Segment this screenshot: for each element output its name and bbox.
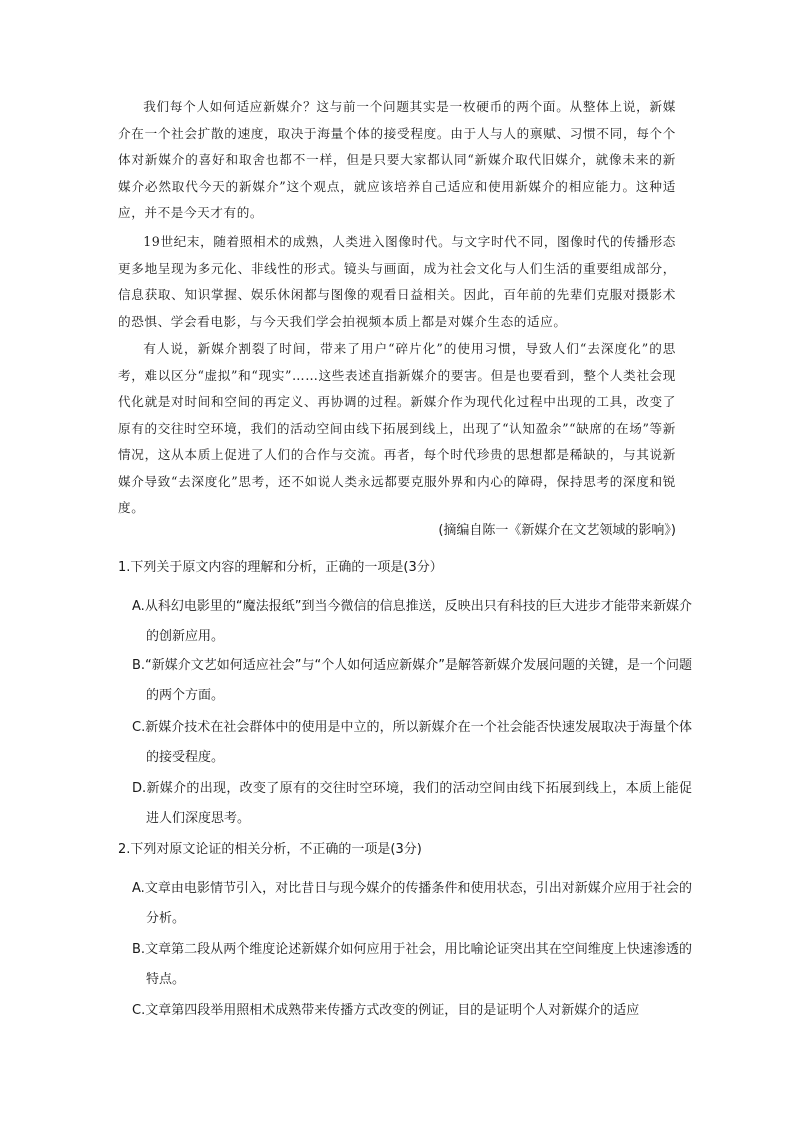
answer-option: D.新媒介的出现，改变了原有的交往时空环境，我们的活动空间由线下拓展到线上，本质上能促进人们深度思考。: [132, 781, 692, 826]
answer-option: C.文章第四段举用照相术成熟带来传播方式改变的例证，目的是证明个人对新媒介的适应: [132, 1003, 640, 1018]
answer-option: B.文章第二段从两个维度论述新媒介如何应用于社会，用比喻论证突出其在空间维度上快速渗透的特点。: [132, 942, 692, 987]
passage-paragraph: 有人说，新媒介割裂了时间，带来了用户“碎片化”的使用习惯，导致人们“去深度化”的思考，难以区分“虚拟”和“现实”……这些表述直指新媒介的要害。但是也要看到，整个人类社会现代化就是对时间和空间的再定义、再协调的过程。新媒介作为现代化过程中出现的工具，改变了原有的交往时空环境，我们的活动空间由线下拓展到线上，出现了“认知盈余”“缺席的在场”等新情况，这从本质上促进了人们的合作与交流。再者，每个时代珍贵的思想都是稀缺的，与其说新媒介导致“去深度化”思考，还不如说人类永远都要克服外界和内心的障碍，保持思考的深度和锐度。: [118, 341, 676, 515]
passage-paragraph: 19世纪末，随着照相术的成熟，人类进入图像时代。与文字时代不同，图像时代的传播形态更多地呈现为多元化、非线性的形式。镜头与画面，成为社会文化与人们生活的重要组成部分，信息获取、知识掌握、娱乐休闲都与图像的观看日益相关。因此，百年前的先辈们克服对摄影术的恐惧、学会看电影，与今天我们学会拍视频本质上都是对媒介生态的适应。: [118, 234, 676, 329]
passage-paragraph: 我们每个人如何适应新媒介？这与前一个问题其实是一枚硬币的两个面。从整体上说，新媒介在一个社会扩散的速度，取决于海量个体的接受程度。由于人与人的禀赋、习惯不同，每个个体对新媒介的喜好和取舍也都不一样，但是只要大家都认同“新媒介取代旧媒介，就像未来的新媒介必然取代今天的新媒介”这个观点，就应该培养自己适应和使用新媒介的相应能力。这种适应，并不是今天才有的。: [118, 99, 676, 220]
answer-option: A.从科幻电影里的“魔法报纸”到当今微信的信息推送，反映出只有科技的巨大进步才能带来新媒介的创新应用。: [132, 599, 692, 644]
question-stem: 1.下列关于原文内容的理解和分析，正确的一项是(3分）: [118, 560, 443, 575]
answer-option: A.文章由电影情节引入，对比昔日与现今媒介的传播条件和使用状态，引出对新媒介应用于社会的分析。: [132, 881, 692, 926]
answer-option: B.“新媒介文艺如何适应社会”与“个人如何适应新媒介”是解答新媒介发展问题的关键，是一个问题的两个方面。: [132, 658, 692, 703]
passage-source: (摘编自陈一《新媒介在文艺领域的影响》): [438, 523, 676, 538]
question-stem: 2.下列对原文论证的相关分析，不正确的一项是(3分): [118, 842, 422, 857]
answer-option: C.新媒介技术在社会群体中的使用是中立的，所以新媒介在一个社会能否快速发展取决于海量个体的接受程度。: [132, 720, 692, 765]
